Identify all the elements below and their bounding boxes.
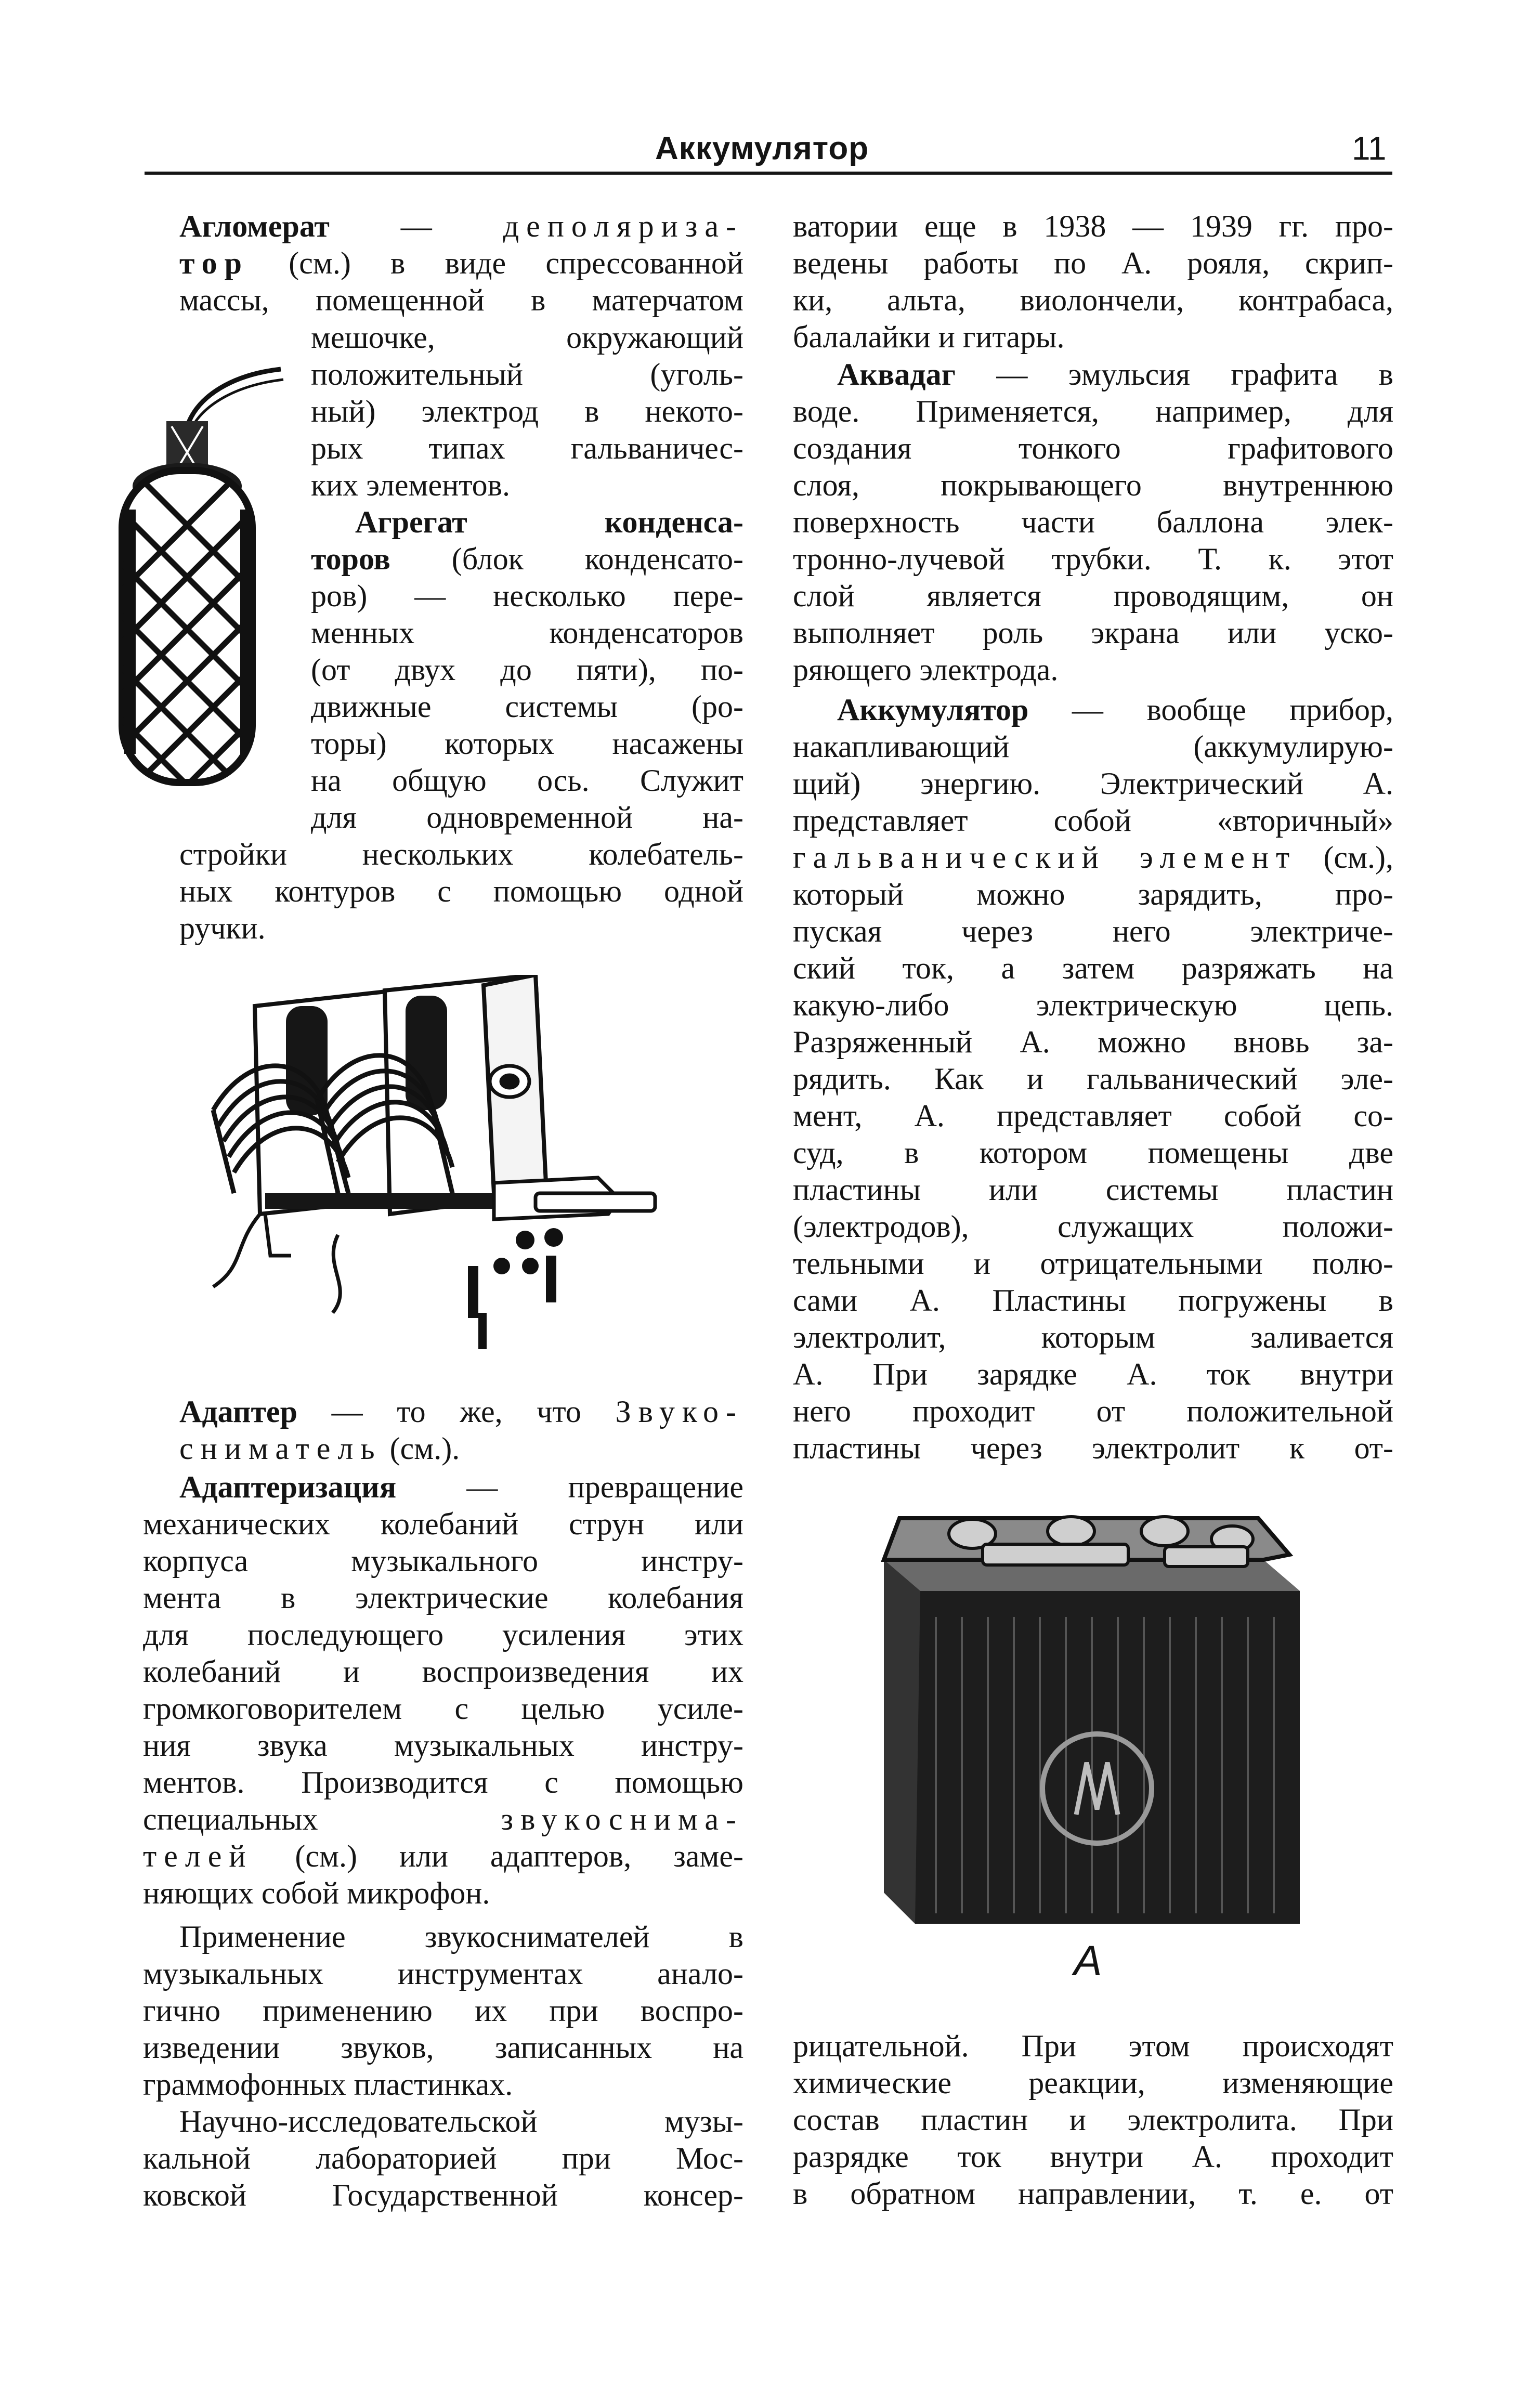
term-adapter: Адаптер bbox=[179, 1394, 297, 1429]
entry-aglomerat: Агломерат — деполяриза- тор (см.) в виде спрессованной массы, помещенной в матерчатом bbox=[179, 209, 743, 317]
battery-figure bbox=[853, 1497, 1321, 1934]
header-rule bbox=[145, 172, 1392, 175]
entry-agregat: Агрегат конденса- торов (блок конденсато- ров) — несколько пере- менных конденсаторов (от двух до пяти), по- движные системы (ро- торы) которых насажены на общую ось. Служит для одновременной на- bbox=[311, 505, 743, 834]
entry-aglomerat-cont: мешочке, окружающий положительный (уголь- ный) электрод в некото- рых типах гальваничес- ких элементов. bbox=[311, 320, 743, 502]
paragraph-nauchno: Научно-исследовательской музы- кальной лабораторией при Мос- ковской Государственной консер- bbox=[143, 2104, 743, 2212]
entry-adapter: Адаптер — то же, что Звуко- сниматель (см.). bbox=[179, 1394, 743, 1466]
term-aglomerat: Агломерат bbox=[179, 209, 330, 243]
term-adapterizatsiya: Адаптеризация bbox=[179, 1470, 397, 1504]
entry-akvadag: Аквадаг — эмульсия графита в воде. Применяется, например, для создания тонкого графитового слоя, покрывающего внутреннюю поверхность части баллона элек- тронно-лучевой трубки. Т. к. этот слой является проводящим, он выполняет роль экрана или уско- ряющего электрода. bbox=[793, 357, 1393, 687]
paragraph-continuation: ватории еще в 1938 — 1939 гг. про- ведены работы по А. рояля, скрип- ки, альта, виолончели, контрабаса, балалайки и гитары. bbox=[793, 209, 1393, 354]
entry-akkumulyator: Аккумулятор — вообще прибор, накапливающий (аккумулирую- щий) энергию. Электрический А. представляет собой «вторичный» гальванический элемент (см.), который можно зарядить, про- пуская через него электриче- ский ток, а затем разряжать на какую-либо электрическую цепь. Разряженный А. можно вновь за- рядить. Как и гальванический эле- мент, А. представляет собой со- суд, в котором помещены две пластины или системы пластин (электродов), служащих положи- тельными и отрицательными полю- сами А. Пластины погружены в электролит, которым заливается А. При зарядке А. ток внутри него проходит от положительной пластины через электролит к от- bbox=[793, 693, 1393, 1465]
figure-caption: А bbox=[1074, 1937, 1102, 1985]
entry-adapterizatsiya: Адаптеризация — превращение механических колебаний струн или корпуса музыкального инстру- мента в электрические колебания для последующего усиления этих колебаний и воспроизведения их громкоговорителем с целью усиле- ния звука музыкальных инстру- ментов. Производится с помощью специальных звукоснима- телей (см.) или адаптеров, заме- няющих собой микрофон. bbox=[143, 1470, 743, 1910]
entry-agregat-cont: стройки нескольких колебатель- ных контуров с помощью одной ручки. bbox=[179, 837, 743, 945]
term-agregat: Агрегат конденса- bbox=[355, 505, 743, 539]
capacitor-block-figure bbox=[203, 975, 712, 1370]
term-akvadag: Аквадаг bbox=[837, 357, 956, 392]
paragraph-primenenie: Применение звукоснимателей в музыкальных инструментах анало- гично применению их при воспро- изведении звуков, записанных на граммофонных пластинках. bbox=[143, 1920, 743, 2102]
running-header: Аккумулятор bbox=[655, 131, 869, 166]
paragraph-akk-end: рицательной. При этом происходят химические реакции, изменяющие состав пластин и электролита. При разрядке ток внутри А. проходит в обратном направлении, т. е. от bbox=[793, 2029, 1393, 2211]
term-akkumulyator: Аккумулятор bbox=[837, 693, 1029, 727]
agglomerate-figure bbox=[99, 354, 286, 790]
page-number: 11 bbox=[1352, 129, 1387, 167]
